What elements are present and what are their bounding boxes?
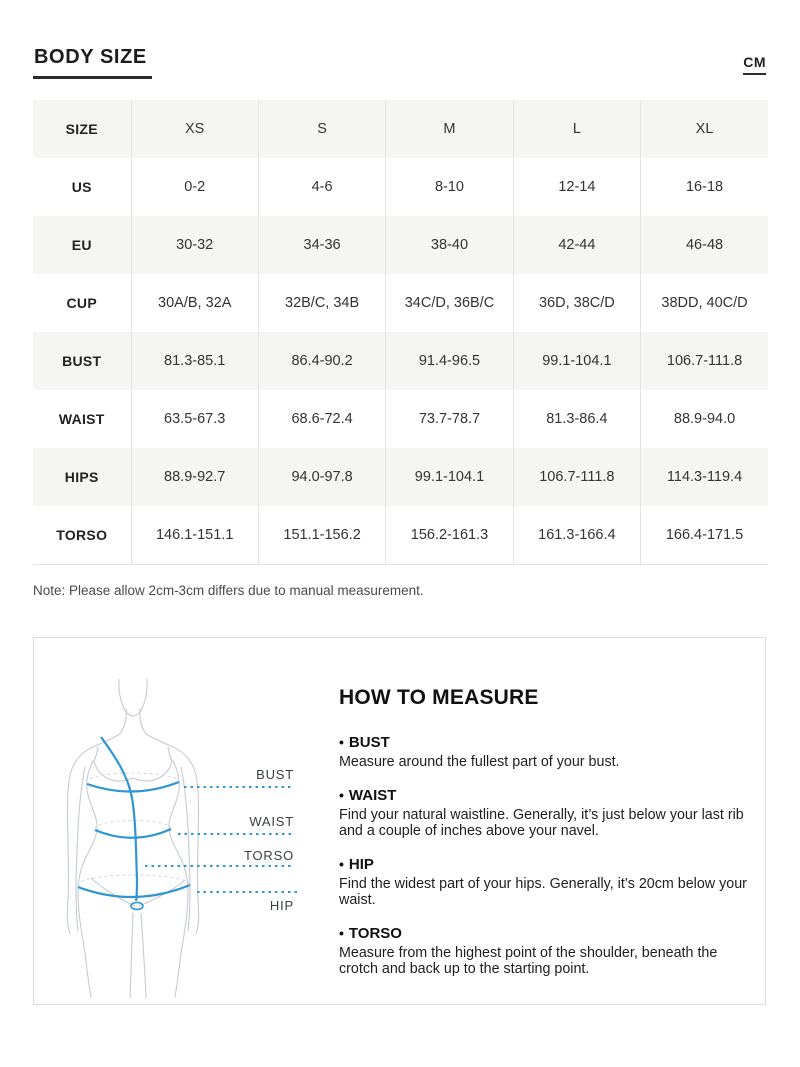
size-cell: 46-48 (685, 237, 724, 253)
measure-item-text: Measure from the highest point of the shoulder, beneath the crotch and back up to the starting point. (339, 944, 718, 977)
size-cell: L (513, 100, 640, 158)
measure-item-label: BUST (348, 734, 390, 751)
size-cell: 99.1-104.1 (513, 332, 640, 390)
size-cell: 146.1-151.1 (131, 506, 258, 564)
table-row-torso (33, 506, 768, 564)
size-cell: XL (695, 121, 714, 137)
size-cell: 73.7-78.7 (386, 390, 513, 448)
size-cell: 156.2-161.3 (386, 506, 513, 564)
measure-item-text: Measure around the fullest part of your bust. (339, 754, 620, 770)
size-cell: 81.3-86.4 (513, 390, 640, 448)
unit-toggle-cm[interactable]: CM (743, 54, 766, 75)
table-row-waist (33, 390, 768, 448)
size-cell: 161.3-166.4 (513, 506, 640, 564)
size-cell: 30A/B, 32A (131, 274, 258, 332)
girth-dashed-arcs (78, 773, 190, 886)
size-cell: 91.4-96.5 (386, 332, 513, 390)
row-header: CUP (33, 274, 131, 332)
size-cell: 114.3-119.4 (666, 469, 743, 485)
waist-line (95, 829, 171, 838)
body-measurement-diagram (41, 651, 311, 1001)
bust-line (87, 782, 179, 792)
size-cell: XS (131, 100, 258, 158)
bullet-icon: • (339, 855, 344, 872)
size-cell: M (386, 100, 513, 158)
size-cell: 0-2 (131, 158, 258, 216)
size-cell: 38-40 (386, 216, 513, 274)
size-cell: 88.9-94.0 (673, 411, 736, 427)
hip-line (78, 885, 190, 897)
how-to-measure-text (339, 686, 753, 994)
table-row-hips (33, 448, 768, 506)
measure-item-torso (339, 925, 753, 978)
diagram-label-hip: HIP (269, 898, 294, 913)
measure-item-waist (339, 787, 753, 840)
row-header: BUST (33, 332, 131, 390)
size-cell: 106.7-111.8 (513, 448, 640, 506)
size-cell: 81.3-85.1 (131, 332, 258, 390)
size-cell: 34-36 (258, 216, 385, 274)
table-row-bust (33, 332, 768, 390)
row-header: TORSO (33, 506, 131, 564)
size-cell: 63.5-67.3 (131, 390, 258, 448)
table-row-eu (33, 216, 768, 274)
size-cell: S (258, 100, 385, 158)
measure-item-label: TORSO (348, 924, 402, 942)
size-cell: 86.4-90.2 (258, 332, 385, 390)
row-header: WAIST (33, 390, 131, 448)
row-header: US (33, 158, 131, 216)
size-cell: 34C/D, 36B/C (386, 274, 513, 332)
size-cell: 12-14 (513, 158, 640, 216)
measure-item-label: HIP (348, 855, 374, 873)
body-size-table (33, 100, 768, 565)
measure-item-text: Find your natural waistline. Generally, it’s just below your last rib and a couple of inches above your navel. (339, 806, 744, 839)
diagram-label-bust: BUST (256, 767, 294, 782)
row-header: SIZE (33, 100, 131, 158)
table-row-us (33, 158, 768, 216)
size-cell: 38DD, 40C/D (661, 295, 748, 311)
size-cell: 8-10 (386, 158, 513, 216)
size-cell: 32B/C, 34B (258, 274, 385, 332)
diagram-label-torso: TORSO (244, 848, 294, 863)
size-cell: 94.0-97.8 (258, 448, 385, 506)
table-row-size (33, 100, 768, 158)
measure-item-bust (339, 734, 753, 771)
size-cell: 99.1-104.1 (386, 448, 513, 506)
table-row-cup (33, 274, 768, 332)
row-header: HIPS (33, 448, 131, 506)
torso-tape-end (131, 903, 143, 910)
diagram-label-waist: WAIST (249, 814, 294, 829)
bullet-icon: • (339, 924, 344, 941)
size-cell: 42-44 (513, 216, 640, 274)
size-cell: 16-18 (685, 179, 724, 195)
size-cell: 106.7-111.8 (666, 353, 743, 369)
size-cell: 36D, 38C/D (513, 274, 640, 332)
bullet-icon: • (339, 734, 344, 750)
measure-heading: HOW TO MEASURE (339, 686, 539, 709)
size-cell: 68.6-72.4 (258, 390, 385, 448)
measure-item-hip (339, 856, 753, 909)
measure-item-text: Find the widest part of your hips. Generally, it’s 20cm below your waist. (339, 875, 747, 908)
size-cell: 151.1-156.2 (258, 506, 385, 564)
measure-item-label: WAIST (348, 786, 397, 804)
size-cell: 88.9-92.7 (131, 448, 258, 506)
how-to-measure-panel (33, 637, 766, 1005)
row-header: EU (33, 216, 131, 274)
size-cell: 166.4-171.5 (665, 526, 744, 543)
size-cell: 30-32 (131, 216, 258, 274)
measurement-note: Note: Please allow 2cm-3cm differs due to manual measurement. (33, 583, 424, 598)
page-title: BODY SIZE (33, 46, 152, 79)
bullet-icon: • (339, 786, 344, 803)
size-cell: 4-6 (258, 158, 385, 216)
